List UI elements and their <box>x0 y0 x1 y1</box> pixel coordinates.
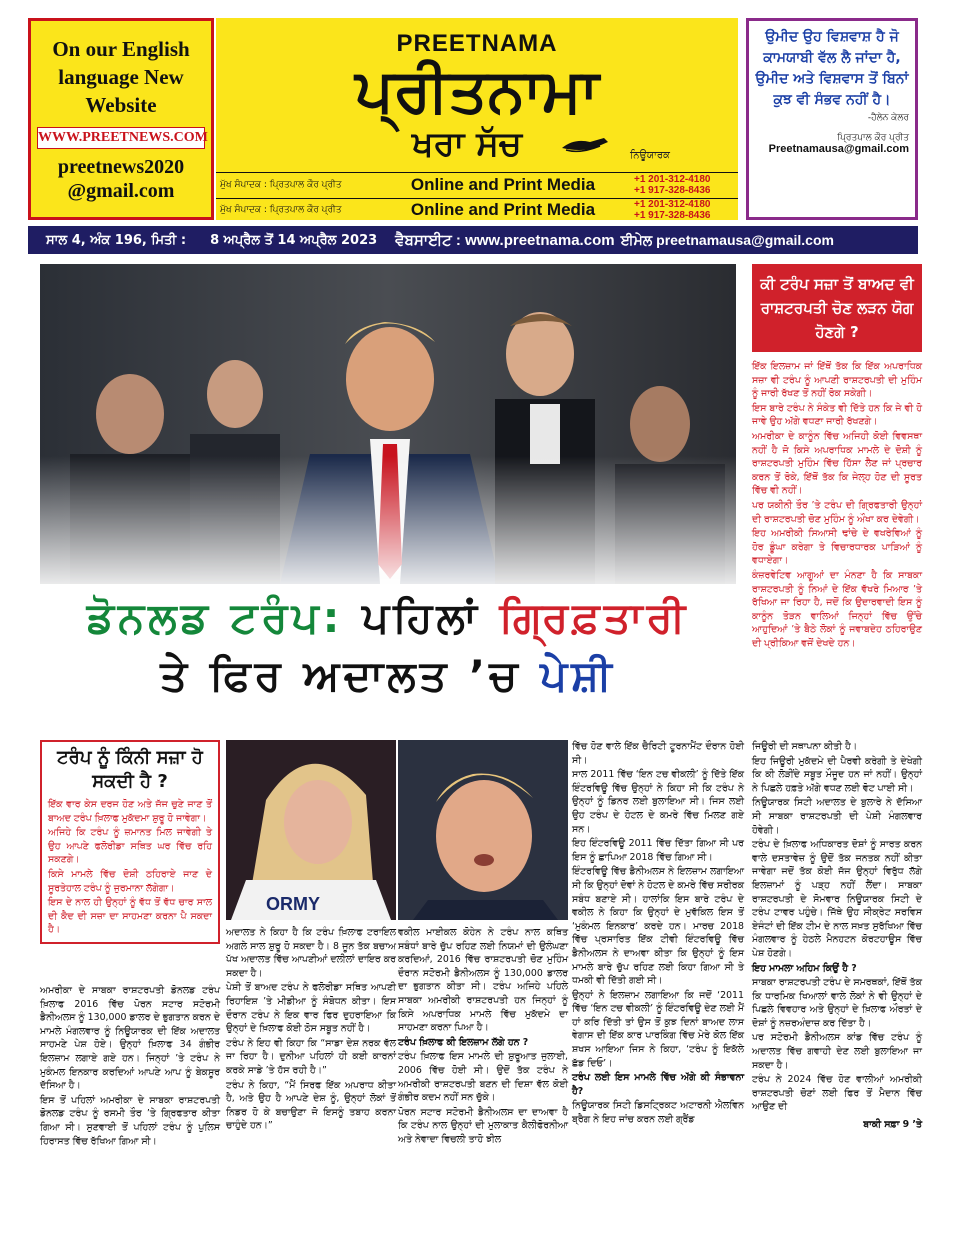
phone-numbers <box>634 174 738 196</box>
brand-name-english: PREETNAMA <box>396 30 558 57</box>
article-paragraph: ਨਿਊਯਾਰਕ ਸਿਟੀ ਡਿਸਟ੍ਰਿਕਟ ਅਟਾਰਨੀ ਐਲਵਿਨ ਬ੍ਰੈਗ ਨੇ ਇਹ ਜਾਂਚ ਕਰਨ ਲਈ ਗ੍ਰੈਂਡ <box>572 1100 744 1126</box>
article-column-5 <box>752 740 922 1132</box>
article-paragraph: ਇਹ ਇੰਟਰਵਿਊ 2011 ਵਿੱਚ ਦਿੱਤਾ ਗਿਆ ਸੀ ਪਰ ਇਸ ਨੂੰ ਛਾਪਿਆ 2018 ਵਿੱਚ ਗਿਆ ਸੀ। <box>572 838 744 863</box>
phone-1[interactable]: +1 201-312-4180 <box>634 174 711 185</box>
photo-stormy-daniels <box>226 740 396 920</box>
sidebar-paragraph: ਇਸ ਬਾਰੇ ਟਰੰਪ ਨੇ ਸੰਕੇਤ ਵੀ ਦਿੱਤੇ ਹਨ ਕਿ ਜੇ ਵੀ ਹੋ ਜਾਵੇ ਉਹ ਅੱਗੇ ਵਧਣਾ ਜਾਰੀ ਰੱਖਣਗੇ। <box>752 402 922 428</box>
phone-1[interactable]: +1 201-312-4180 <box>634 198 711 210</box>
sidebar-paragraph: ਅਮਰੀਕਾ ਦੇ ਕਾਨੂੰਨ ਵਿੱਚ ਅਜਿਹੀ ਕੋਈ ਵਿਵਸਥਾ ਨਹੀਂ ਹੈ ਜੋ ਕਿਸੇ ਅਪਰਾਧਿਕ ਮਾਮਲੇ ਦੇ ਦੋਸ਼ੀ ਨੂੰ ਰਾਸ਼ਟਰਪਤੀ ਮੁਹਿੰਮ ਵਿੱਚ ਹਿੱਸਾ ਲੈਣ ਜਾਂ ਪ੍ਰਚਾਰ ਕਰਨ ਤੋਂ ਰੋਕੇ, ਇੱਥੋਂ ਤੱਕ ਕਿ ਜੇਲ੍ਹ ਹੋਣ ਦੀ ਸੂਰਤ ਵਿੱਚ ਵੀ ਨਹੀਂ। <box>752 430 922 497</box>
article-subheading: ਇਹ ਮਾਮਲਾ ਅਹਿਮ ਕਿਉਂ ਹੈ ? <box>752 962 857 974</box>
headline-arrest: ਗ੍ਰਿਫ਼ਤਾਰੀ <box>499 593 690 642</box>
article-paragraph: ਟਰੰਪ ਦੇ ਖ਼ਿਲਾਫ ਅਧਿਕਾਰਤ ਦੋਸ਼ਾਂ ਨੂੰ ਸਾਰਤ ਕਰਨ ਵਾਲੇ ਦਸਤਾਵੇਜ਼ ਨੂੰ ਉਦੋਂ ਤੱਕ ਜਨਤਕ ਨਹੀਂ ਕੀਤਾ ਜਾਵੇਗਾ ਜਦੋਂ ਤੱਕ ਕੋਈ ਜੱਜ ਉਨ੍ਹਾਂ ਵਿਰੁੱਧ ਲੱਗੇ ਇਲਜ਼ਾਮਾਂ ਨੂੰ ਪੜ੍ਹ ਨਹੀਂ ਲੈਂਦਾ। ਸਾਬਕਾ ਰਾਸ਼ਟਰਪਤੀ ਦੇ ਸੋਮਵਾਰ ਨਿਊਯਾਰਕ ਸਿਟੀ ਦੇ ਟਰੰਪ ਟਾਵਰ ਪਹੁੰਚੇ। ਜਿੱਥੇ ਉਹ ਸੀਕ੍ਰੇਟ ਸਰਵਿਸ ਏਜੰਟਾਂ ਦੀ ਇੱਕ ਟੀਮ ਦੇ ਨਾਲ ਸਖ਼ਤ ਸੁਰੱਖਿਆ ਵਿੱਚ ਮੰਗਲਵਾਰ ਨੂੰ ਹੇਠਲੇ ਮੈਨਹਟਨ ਕੋਰਟਹਾਊਸ ਵਿੱਚ ਪੇਸ਼ ਹੋਣਗੇ। <box>752 839 922 959</box>
quote-box <box>746 18 918 220</box>
article-column-2 <box>226 926 396 1134</box>
box-paragraph: ਕਿਸੇ ਮਾਮਲੇ ਵਿੱਚ ਦੋਸ਼ੀ ਠਹਿਰਾਏ ਜਾਣ ਦੇ ਸੂਰਤੇਹਾਲ ਟਰੰਪ ਨੂੰ ਜੁਰਮਾਨਾ ਲੱਗੇਗਾ। <box>48 868 212 894</box>
article-subheading: ਟਰੰਪ ਖ਼ਿਲਾਫ ਕੀ ਇਲਜ਼ਾਮ ਲੱਗੇ ਹਨ ? <box>398 1036 529 1048</box>
media-strip-1 <box>216 172 738 197</box>
sidebar-title: ਕੀ ਟਰੰਪ ਸਜ਼ਾ ਤੋਂ ਬਾਅਦ ਵੀ ਰਾਸ਼ਟਰਪਤੀ ਚੋਣ ਲੜਨ ਯੋਗ ਹੋਣਗੇ ? <box>752 264 922 352</box>
media-strip-2 <box>216 198 738 220</box>
issue-number: ਸਾਲ 4, ਅੰਕ 196, ਮਿਤੀ : <box>46 232 187 248</box>
quote-text: ਉਮੀਦ ਉਹ ਵਿਸ਼ਵਾਸ਼ ਹੈ ਜੋ ਕਾਮਯਾਬੀ ਵੱਲ ਲੈ ਜਾਂਦਾ ਹੈ, ਉਮੀਦ ਅਤੇ ਵਿਸ਼ਵਾਸ ਤੋਂ ਬਿਨਾਂ ਕੁਝ ਵੀ ਸੰਭਵ ਨਹੀਂ ਹੈ। <box>755 29 909 108</box>
sentence-question-title: ਟਰੰਪ ਨੂੰ ਕਿੰਨੀ ਸਜ਼ਾ ਹੋ ਸਕਦੀ ਹੈ ? <box>57 747 203 792</box>
email-label <box>621 232 834 249</box>
headline-line-1 <box>40 590 736 646</box>
main-photo-trump-arrest <box>40 264 736 584</box>
article-paragraph: ਸਾਬਕਾ ਰਾਸ਼ਟਰਪਤੀ ਟਰੰਪ ਦੇ ਸਮਰਥਕਾਂ, ਇੱਥੋਂ ਤੱਕ ਕਿ ਧਾਰਮਿਕ ਖਿਆਲਾਂ ਵਾਲੇ ਲੋਕਾਂ ਨੇ ਵੀ ਉਨ੍ਹਾਂ ਦੇ ਪਿਛਲੇ ਵਿਵਹਾਰ ਅਤੇ ਉਨ੍ਹਾਂ ਦੇ ਖ਼ਿਲਾਫ ਔਰਤਾਂ ਦੇ ਦੋਸ਼ਾਂ ਨੂੰ ਨਜ਼ਰਅੰਦਾਜ਼ ਕਰ ਦਿੱਤਾ ਹੈ। <box>752 977 922 1029</box>
media-label: Online and Print Media <box>410 199 596 219</box>
sentence-question-body <box>48 798 212 937</box>
phone-2[interactable]: +1 917-328-8436 <box>634 185 711 196</box>
article-paragraph: ਪੇਸ਼ੀ ਤੋਂ ਬਾਅਦ ਟਰੰਪ ਨੇ ਫਲੋਰੀਡਾ ਸਥਿਤ ਆਪਣੀ ਰਿਹਾਇਸ਼ ’ਤੇ ਮੀਡੀਆ ਨੂੰ ਸੰਬੋਧਨ ਕੀਤਾ। ਇਸ ਦੌਰਾਨ ਟਰੰਪ ਨੇ ਇਕ ਵਾਰ ਫਿਰ ਦੁਹਰਾਇਆ ਕਿ ਉਨ੍ਹਾਂ ਦੇ ਖ਼ਿਲਾਫ ਕੋਈ ਠੋਸ ਸਬੂਤ ਨਹੀਂ ਹੈ। <box>226 982 396 1035</box>
article-paragraph: ਟਰੰਪ ਨੇ ਇਹ ਵੀ ਕਿਹਾ ਕਿ “ਸਾਡਾ ਦੇਸ਼ ਨਰਕ ਵੱਲ ਜਾ ਰਿਹਾ ਹੈ। ਦੁਨੀਆ ਪਹਿਲਾਂ ਹੀ ਕਈ ਕਾਰਨਾਂ ਕਰਕੇ ਸਾਡੇ ’ਤੇ ਹੱਸ ਰਹੀ ਹੈ।” <box>226 1037 396 1076</box>
article-subheading: ਟਰੰਪ ਲਈ ਇਸ ਮਾਮਲੇ ਵਿੱਚ ਅੱਗੇ ਕੀ ਸੰਭਾਵਨਾ ਹੈ? <box>572 1072 744 1097</box>
pen-icon <box>560 134 612 154</box>
article-paragraph: ਸਾਲ 2011 ਵਿੱਚ ‘ਇਨ ਟਚ ਵੀਕਲੀ’ ਨੂੰ ਦਿੱਤੇ ਇੱਕ ਇੰਟਰਵਿਊ ਵਿੱਚ ਉਨ੍ਹਾਂ ਨੇ ਕਿਹਾ ਸੀ ਕਿ ਟਰੰਪ ਨੇ ਉਨ੍ਹਾਂ ਨੂੰ ਡਿਨਰ ਲਈ ਬੁਲਾਇਆ ਸੀ। ਜਿਸ ਲਈ ਉਹ ਟਰੰਪ ਦੇ ਹੋਟਲ ਦੇ ਕਮਰੇ ਵਿੱਚ ਮਿਲਣ ਗਏ ਸਨ। <box>572 769 744 835</box>
box-paragraph: ਅਜਿਹੇ ਕਿ ਟਰੰਪ ਨੂੰ ਜ਼ਮਾਨਤ ਮਿਲ ਜਾਵੇਗੀ ਤੇ ਉਹ ਆਪਣੇ ਫਲੋਰੀਡਾ ਸਥਿਤ ਘਰ ਵਿੱਚ ਰਹਿ ਸਕਣਗੇ। <box>48 827 212 866</box>
headline-name: ਡੋਨਲਡ ਟਰੰਪ: <box>86 593 344 642</box>
chief-editor-label: ਮੁੱਖ ਸੰਪਾਦਕ : ਪ੍ਰਿਤਪਾਲ ਕੌਰ ਪ੍ਰੀਤ <box>220 180 342 190</box>
headline-appearance: ਪੇਸ਼ੀ <box>540 651 616 700</box>
phone-numbers <box>634 199 738 221</box>
sentence-question-box <box>40 740 220 944</box>
article-paragraph: ਇਹ ਜਿਊਰੀ ਮੁਕੱਦਮੇ ਦੀ ਪੈਰਵੀ ਕਰੇਗੀ ਤੇ ਦੇਖੇਗੀ ਕਿ ਕੀ ਲੋੜੀਂਦੇ ਸਬੂਤ ਮੌਜੂਦ ਹਨ ਜਾਂ ਨਹੀਂ। ਉਨ੍ਹਾਂ ਨੇ ਪਿਛਲੇ ਹਫ਼ਤੇ ਅੱਗੇ ਵਧਣ ਲਈ ਵੋਟ ਪਾਈ ਸੀ। <box>752 755 922 794</box>
article-paragraph: ਪੋਰਨ ਸਟਾਰ ਸਟੋਰਮੀ ਡੈਨੀਅਲਸ ਦਾ ਦਾਅਵਾ ਹੈ ਕਿ ਟਰੰਪ ਨਾਲ ਉਨ੍ਹਾਂ ਦੀ ਮੁਲਾਕਾਤ ਕੈਲੀਫੋਰਨੀਆ ਅਤੇ ਨੇਵਾਦਾ ਵਿਚਲੀ ਤਾਹੋ ਝੀਲ <box>398 1106 568 1145</box>
quote-author: -ਹੈਲੇਨ ਕੇਲਰ <box>867 113 909 123</box>
article-column-4 <box>572 740 744 1128</box>
main-headline <box>40 590 736 704</box>
box-paragraph: ਇੱਕ ਵਾਰ ਕੇਸ ਦਰਜ ਹੋਣ ਅਤੇ ਜੱਜ ਚੁਣੇ ਜਾਣ ਤੋਂ ਬਾਅਦ ਟਰੰਪ ਖ਼ਿਲਾਫ ਮੁਕੱਦਮਾ ਸ਼ੁਰੂ ਹੋ ਜਾਵੇਗਾ। <box>48 799 212 824</box>
website-label-text: ਵੈਬਸਾਈਟ : <box>395 231 461 249</box>
article-paragraph: ਨਿਊਯਾਰਕ ਸਿਟੀ ਅਦਾਲਤ ਦੇ ਬੁਲਾਰੇ ਨੇ ਦੱਸਿਆ ਸੀ ਸਾਬਕਾ ਰਾਸ਼ਟਰਪਤੀ ਦੀ ਪੇਸ਼ੀ ਮੰਗਲਵਾਰ ਹੋਵੇਗੀ। <box>752 797 922 836</box>
issue-date-bar <box>28 226 918 254</box>
brand-name-punjabi: ਪ੍ਰੀਤਨਾਮਾ <box>355 56 599 126</box>
svg-text:ORMY: ORMY <box>266 894 320 914</box>
sidebar-paragraph: ਇੱਕ ਇਲਜ਼ਾਮ ਜਾਂ ਇੱਥੋਂ ਤੱਕ ਕਿ ਇੱਕ ਅਪਰਾਧਿਕ ਸਜ਼ਾ ਵੀ ਟਰੰਪ ਨੂੰ ਆਪਣੀ ਰਾਸ਼ਟਰਪਤੀ ਦੀ ਮੁਹਿੰਮ ਨੂੰ ਜਾਰੀ ਰੱਖਣ ਤੋਂ ਨਹੀਂ ਰੋਕ ਸਕੇਗੀ। <box>752 361 922 400</box>
article-column-1 <box>40 984 220 1149</box>
box-paragraph: ਇਸ ਦੇ ਨਾਲ ਹੀ ਉਨ੍ਹਾਂ ਨੂੰ ਵੱਧ ਤੋਂ ਵੱਧ ਚਾਰ ਸਾਲ ਦੀ ਕੈਦ ਦੀ ਸਜ਼ਾ ਦਾ ਸਾਹਮਣਾ ਕਰਨਾ ਪੈ ਸਕਦਾ ਹੈ। <box>48 897 212 936</box>
promo-line-2: language New <box>58 65 184 89</box>
article-paragraph: ਟਰੰਪ ਨੇ 2024 ਵਿੱਚ ਹੋਣ ਵਾਲੀਆਂ ਅਮਰੀਕੀ ਰਾਸ਼ਟਰਪਤੀ ਚੋਣਾਂ ਲਈ ਫਿਰ ਤੋਂ ਮੈਦਾਨ ਵਿੱਚ ਆਉਣ ਦੀ <box>752 1074 922 1113</box>
article-paragraph: ਟਰੰਪ ਨੇ ਕਿਹਾ, “ਮੈਂ ਸਿਰਫ ਇੱਕ ਅਪਰਾਧ ਕੀਤਾ ਹੈ, ਅਤੇ ਉਹ ਹੈ ਆਪਣੇ ਦੇਸ਼ ਨੂੰ, ਉਨ੍ਹਾਂ ਲੋਕਾਂ ਤੋਂ ਨਿਡਰ ਹੋ ਕੇ ਬਚਾਉਣਾ ਜੋ ਇਸਨੂੰ ਤਬਾਹ ਕਰਨਾ ਚਾਹੁੰਦੇ ਹਨ।” <box>226 1079 396 1132</box>
quote-editor-name: ਪ੍ਰਿਤਪਾਲ ਕੌਰ ਪ੍ਰੀਤ <box>837 133 909 143</box>
headline-court: ਤੇ ਫਿਰ ਅਦਾਲਤ ’ਚ <box>160 651 522 700</box>
headline-line-2 <box>40 648 736 704</box>
article-paragraph: ਵਕੀਲ ਮਾਈਕਲ ਕੋਹੇਨ ਨੇ ਟਰੰਪ ਨਾਲ ਕਥਿਤ ਸਬੰਧਾਂ ਬਾਰੇ ਚੁੱਪ ਰਹਿਣ ਲਈ ਨਿਯਮਾਂ ਦੀ ਉਲੰਘਣਾ ਕਰਦਿਆਂ, 2016 ਵਿੱਚ ਰਾਸ਼ਟਰਪਤੀ ਚੋਣ ਮੁਹਿੰਮ ਦੌਰਾਨ ਸਟੋਰਮੀ ਡੈਨੀਅਲਸ ਨੂੰ 130,000 ਡਾਲਰ ਦਾ ਭੁਗਤਾਨ ਕੀਤਾ ਸੀ। ਟਰੰਪ ਅਜਿਹੇ ਪਹਿਲੇ ਸਾਬਕਾ ਅਮਰੀਕੀ ਰਾਸ਼ਟਰਪਤੀ ਹਨ ਜਿਨ੍ਹਾਂ ਨੂੰ ਕਿਸੇ ਅਪਰਾਧਿਕ ਮਾਮਲੇ ਵਿੱਚ ਮੁਕੱਦਮੇ ਦਾ ਸਾਹਮਣਾ ਕਰਨਾ ਪਿਆ ਹੈ। <box>398 927 568 1034</box>
chief-editor-label: ਮੁੱਖ ਸੰਪਾਦਕ : ਪ੍ਰਿਤਪਾਲ ਕੌਰ ਪ੍ਰੀਤ <box>220 204 342 215</box>
article-paragraph: ਅਦਾਲਤ ਨੇ ਕਿਹਾ ਹੈ ਕਿ ਟਰੰਪ ਖ਼ਿਲਾਫ ਟਰਾਇਲ ਅਗਲੇ ਸਾਲ ਸ਼ੁਰੂ ਹੋ ਸਕਦਾ ਹੈ। 8 ਜੂਨ ਤੱਕ ਬਚਾਅ ਪੱਖ ਅਦਾਲਤ ਵਿੱਚ ਆਪਣੀਆਂ ਦਲੀਲਾਂ ਦਾਇਰ ਕਰ ਸਕਦਾ ਹੈ। <box>226 927 396 979</box>
website-label <box>395 232 614 249</box>
promo-email-1[interactable]: preetnews2020 <box>57 156 185 178</box>
website-link[interactable]: www.preetnama.com <box>465 231 615 249</box>
photo-donald-trump <box>398 740 568 920</box>
article-paragraph: ਜਿਊਰੀ ਦੀ ਸਥਾਪਨਾ ਕੀਤੀ ਹੈ। <box>752 741 858 752</box>
promo-website-link[interactable]: WWW.PREETNEWS.COM <box>37 127 205 149</box>
phone-2[interactable]: +1 917-328-8436 <box>634 209 711 221</box>
article-paragraph: ਵਿੱਚ ਹੋਣ ਵਾਲੇ ਇੱਕ ਚੈਰਿਟੀ ਟੂਰਨਾਮੈਂਟ ਦੌਰਾਨ ਹੋਈ ਸੀ। <box>572 741 744 766</box>
email-link[interactable]: preetnamausa@gmail.com <box>656 231 834 248</box>
media-label: Online and Print Media <box>410 175 596 194</box>
promo-line-1: On our English <box>52 37 190 61</box>
article-column-3 <box>398 926 568 1148</box>
sidebar-paragraph: ਇਹ ਅਮਰੀਕੀ ਸਿਆਸੀ ਢਾਂਚੇ ਦੇ ਵਖਰੇਵਿਆਂ ਨੂੰ ਹੋਰ ਡੂੰਘਾ ਕਰੇਗਾ ਤੇ ਵਿਚਾਰਧਾਰਕ ਪਾੜਿਆਂ ਨੂੰ ਵਧਾਏਗਾ। <box>752 528 922 567</box>
email-label-text: ਈਮੇਲ <box>620 231 653 248</box>
promo-line-3: Website <box>85 93 157 117</box>
article-paragraph: ਟਰੰਪ ਖ਼ਿਲਾਫ ਇਸ ਮਾਮਲੇ ਦੀ ਸ਼ੁਰੂਆਤ ਜੁਲਾਈ, 2006 ਵਿੱਚ ਹੋਈ ਸੀ। ਉਦੋਂ ਤੱਕ ਟਰੰਪ ਨੇ ਅਮਰੀਕੀ ਰਾਸ਼ਟਰਪਤੀ ਬਣਨ ਦੀ ਦਿਸ਼ਾ ਵੱਲ ਕੋਈ ਗੰਭੀਰ ਕਦਮ ਨਹੀਂ ਸਨ ਚੁੱਕੇ। <box>398 1051 568 1104</box>
city-label: ਨਿਊਯਾਰਕ <box>630 150 670 161</box>
promo-email-2[interactable]: @gmail.com <box>67 180 175 202</box>
article-paragraph: ਉਨ੍ਹਾਂ ਨੇ ਇਲਜ਼ਾਮ ਲਗਾਇਆ ਕਿ ਜਦੋਂ ‘2011 ਵਿੱਚ ‘ਇਨ ਟਚ ਵੀਕਲੀ’ ਨੂੰ ਇੰਟਰਵਿਊ ਦੇਣ ਲਈ ਮੈਂ ਹਾਂ ਕਰਿ ਦਿੱਤੀ ਤਾਂ ਉਸ ਤੋਂ ਕੁਝ ਦਿਨਾਂ ਬਾਅਦ ਲਾਸ ਵੇਗਾਸ ਦੀ ਇੱਕ ਕਾਰ ਪਾਰਕਿੰਗ ਵਿੱਚ ਮੇਰੇ ਕੋਲ ਇੱਕ ਸ਼ਖਸ ਆਇਆ ਜਿਸ ਨੇ ਕਿਹਾ, ‘ਟਰੰਪ ਨੂੰ ਇਕੱਲੇ ਛੱਡ ਦਿਓ’। <box>572 989 744 1069</box>
article-paragraph: ਇੰਟਰਵਿਊ ਵਿੱਚ ਡੈਨੀਅਲਸ ਨੇ ਇਲਜ਼ਾਮ ਲਗਾਇਆ ਸੀ ਕਿ ਉਨ੍ਹਾਂ ਦੋਵਾਂ ਨੇ ਹੋਟਲ ਦੇ ਕਮਰੇ ਵਿੱਚ ਸਰੀਰਕ ਸਬੰਧ ਬਣਾਏ ਸੀ। ਹਾਲਾਂਕਿ ਇਸ ਬਾਰੇ ਟਰੰਪ ਦੇ ਵਕੀਲ ਨੇ ਕਿਹਾ ਕਿ ਉਨ੍ਹਾਂ ਦੇ ਮੁਵੱਕਿਲ ਇਸ ਤੋਂ ‘ਮੁਕੰਮਲ ਇਨਕਾਰ’ ਕਰਦੇ ਹਨ। ਮਾਰਚ 2018 ਵਿੱਚ ਪ੍ਰਸਾਰਿਤ ਇੱਕ ਟੀਵੀ ਇੰਟਰਵਿਊ ਵਿੱਚ ਡੈਨੀਅਲਸ ਨੇ ਦਾਅਵਾ ਕੀਤਾ ਕਿ ਉਨ੍ਹਾਂ ਨੂੰ ਇਸ ਮਾਮਲੇ ਬਾਰੇ ਚੁੱਪ ਰਹਿਣ ਲਈ ਕਿਹਾ ਗਿਆ ਸੀ ਤੇ ਧਮਕੀ ਵੀ ਦਿੱਤੀ ਗਈ ਸੀ। <box>572 866 744 987</box>
sidebar-paragraph: ਪਰ ਯਕੀਨੀ ਤੌਰ ’ਤੇ ਟਰੰਪ ਦੀ ਗ੍ਰਿਫਤਾਰੀ ਉਨ੍ਹਾਂ ਦੀ ਰਾਸ਼ਟਰਪਤੀ ਚੋਣ ਮੁਹਿੰਮ ਨੂੰ ਔਖਾ ਕਰ ਦੇਵੇਗੀ। <box>752 499 922 525</box>
masthead <box>216 18 738 220</box>
tagline: ਖਰਾ ਸੱਚ <box>412 124 522 164</box>
quote-email[interactable]: Preetnamausa@gmail.com <box>768 143 909 155</box>
headline-first: ਪਹਿਲਾਂ <box>362 593 481 642</box>
sidebar-paragraph: ਕੰਜ਼ਰਵੇਟਿਵ ਆਗੂਆਂ ਦਾ ਮੰਨਣਾ ਹੈ ਕਿ ਸਾਬਕਾ ਰਾਸ਼ਟਰਪਤੀ ਨੂੰ ਨਿਆਂ ਦੇ ਇੱਕ ਵੱਖਰੇ ਮਿਆਰ ’ਤੇ ਰੱਖਿਆ ਜਾ ਰਿਹਾ ਹੈ, ਜਦੋਂ ਕਿ ਉਦਾਰਵਾਦੀ ਇਸ ਨੂੰ ਕਾਨੂੰਨ ਤੋੜਨ ਵਾਲਿਆਂ ਜਿਨ੍ਹਾਂ ਵਿੱਚ ਉੱਚੇ ਆਹੁਦਿਆਂ ’ਤੇ ਬੈਠੇ ਲੋਕਾਂ ਨੂੰ ਜਵਾਬਦੇਹ ਠਹਿਰਾਉਣ ਦੀ ਪ੍ਰੀਕਿਆ ਵਜੋਂ ਦੇਖਦੇ ਹਨ। <box>752 569 922 649</box>
article-paragraph: ਪਰ ਸਟੋਰਮੀ ਡੈਨੀਅਲਸ ਕਾਂਡ ਵਿੱਚ ਟਰੰਪ ਨੂੰ ਅਦਾਲਤ ਵਿੱਚ ਗਵਾਹੀ ਦੇਣ ਲਈ ਬੁਲਾਇਆ ਜਾ ਸਕਦਾ ਹੈ। <box>752 1032 922 1071</box>
article-paragraph: ਅਮਰੀਕਾ ਦੇ ਸਾਬਕਾ ਰਾਸ਼ਟਰਪਤੀ ਡੋਨਲਡ ਟਰੰਪ ਖ਼ਿਲਾਫ 2016 ਵਿੱਚ ਪੋਰਨ ਸਟਾਰ ਸਟੋਰਮੀ ਡੈਨੀਅਲਸ ਨੂੰ 130,000 ਡਾਲਰ ਦੇ ਭੁਗਤਾਨ ਕਰਨ ਦੇ ਮਾਮਲੇ ਮੰਗਲਵਾਰ ਨੂੰ ਨਿਊਯਾਰਕ ਦੀ ਇੱਕ ਅਦਾਲਤ ਸਾਹਮਣੇ ਪੇਸ਼ ਹੋਏ। ਉਨ੍ਹਾਂ ਖ਼ਿਲਾਫ 34 ਗੰਭੀਰ ਇਲਜ਼ਾਮ ਲਗਾਏ ਗਏ ਹਨ। ਜਿਨ੍ਹਾਂ ’ਤੇ ਟਰੰਪ ਨੇ ਮੁਕੰਮਲ ਇਨਕਾਰ ਕਰਦਿਆਂ ਆਪਣੇ ਆਪ ਨੂੰ ਬੇਕਸੂਰ ਦੱਸਿਆ ਹੈ। <box>40 985 220 1092</box>
sidebar-body <box>752 360 922 650</box>
article-paragraph: ਇਸ ਤੋਂ ਪਹਿਲਾਂ ਅਮਰੀਕਾ ਦੇ ਸਾਬਕਾ ਰਾਸ਼ਟਰਪਤੀ ਡੋਨਲਡ ਟਰੰਪ ਨੂੰ ਰਸਮੀ ਤੌਰ ’ਤੇ ਗ੍ਰਿਫਤਾਰ ਕੀਤਾ ਗਿਆ ਸੀ। ਸੁਣਵਾਈ ਤੋਂ ਪਹਿਲਾਂ ਟਰੰਪ ਨੂੰ ਪੁਲਿਸ ਹਿਰਾਸਤ ਵਿੱਚ ਰੱਖਿਆ ਗਿਆ ਸੀ। <box>40 1094 220 1147</box>
english-website-promo <box>28 18 214 220</box>
continued-on-page-link[interactable]: ਬਾਕੀ ਸਫ਼ਾ 9 ’ਤੇ <box>863 1119 922 1131</box>
issue-date: 8 ਅਪ੍ਰੈਲ ਤੋਂ 14 ਅਪ੍ਰੈਲ 2023 <box>210 232 378 248</box>
